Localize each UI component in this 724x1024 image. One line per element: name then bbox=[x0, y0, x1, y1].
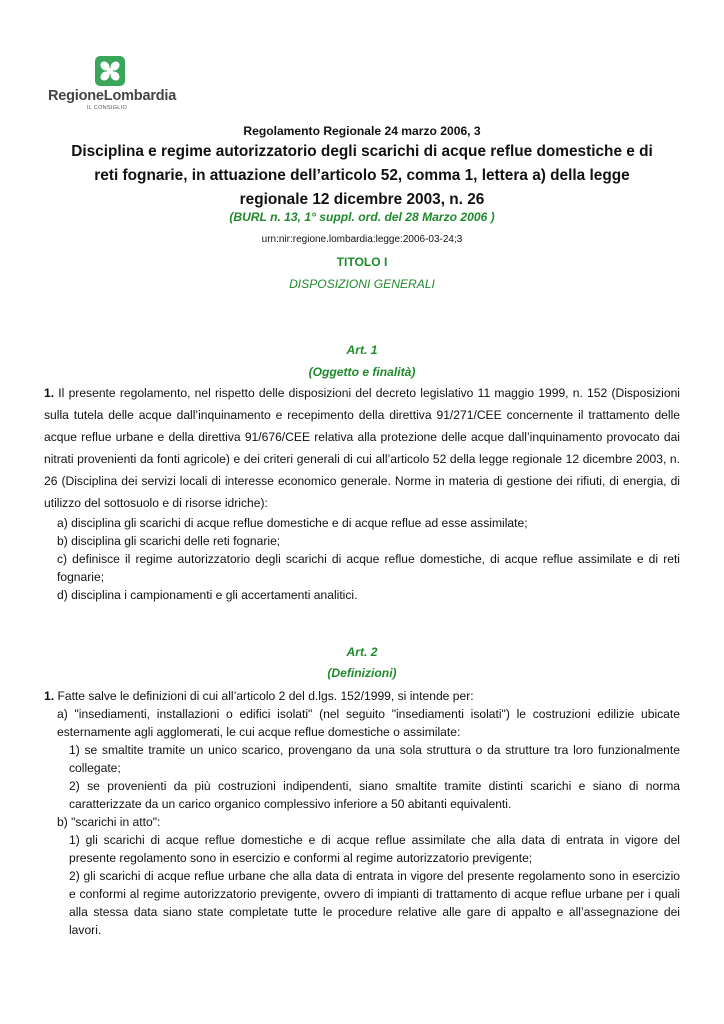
article-1-heading: Art. 1 bbox=[346, 343, 378, 357]
article-2-heading: Art. 2 bbox=[346, 645, 378, 659]
titolo-heading: TITOLO I bbox=[336, 255, 388, 269]
burl-reference: (BURL n. 13, 1° suppl. ord. del 28 Marzo 2006 ) bbox=[229, 210, 495, 224]
article-2-item-a: a) "insediamenti, installazioni o edifici isolati" (nel seguito "insediamenti isolati") le costruzioni edilizie ubicate esternamente agli agglomerati, le cui acque reflue domestiche o assimilate: bbox=[57, 707, 680, 739]
document-title: Disciplina e regime autorizzatorio degli scarichi di acque reflue domestiche e di reti fognarie, in attuazione dell’articolo 52, comma 1, lettera a) della legge regionale 12 dicembre 2003, n. 26 bbox=[71, 143, 653, 208]
paragraph-text: Il presente regolamento, nel rispetto delle disposizioni del decreto legislativo 11 maggio 1999, n. 152 (Disposizioni sulla tutela delle acque dall’inquinamento e recepimento della direttiva 91/271/CEE concernente il trattamento delle acque reflue urbane e della direttiva 91/676/CEE relativa alla protezione delle acque dall’inquinamento provocato dai nitrati provenienti da fonti agricole) e dei criteri generali di cui all’articolo 52 della legge regionale 12 dicembre 2003, n. 26 (Disciplina dei servizi locali di interesse economico generale. Norme in materia di gestione dei rifiuti, di energia, di utilizzo del sottosuolo e di risorse idriche): bbox=[44, 386, 680, 510]
article-2-item-a1: 1) se smaltite tramite un unico scarico, provengano da una sola struttura o da strutture tra loro funzionalmente collegate; bbox=[69, 743, 680, 775]
paragraph-number: 1. bbox=[44, 386, 55, 400]
logo-name: RegioneLombardia bbox=[48, 88, 177, 104]
logo-subtitle: IL CONSIGLIO bbox=[87, 105, 128, 111]
article-1-item-d: d) disciplina i campionamenti e gli accertamenti analitici. bbox=[57, 588, 358, 602]
article-2-item-b2: 2) gli scarichi di acque reflue urbane che alla data di entrata in vigore del presente regolamento sono in esercizio e conformi al regime autorizzatorio previgente, ovvero di impianti di trattamento di acque reflue urbane per i quali alla stessa data siano state completate tutte le procedure relative alle gare di appalto e all’assegnazione dei lavori. bbox=[69, 869, 680, 937]
article-1-item-c: c) definisce il regime autorizzatorio degli scarichi di acque reflue domestiche, di acque reflue assimilate e di reti fognarie; bbox=[57, 552, 680, 584]
regulation-reference: Regolamento Regionale 24 marzo 2006, 3 bbox=[243, 124, 481, 138]
article-2-item-b1: 1) gli scarichi di acque reflue domestiche e di acque reflue assimilate che alla data di entrata in vigore del presente regolamento sono in esercizio e conformi al regime autorizzatorio previgente; bbox=[69, 833, 680, 865]
regione-lombardia-logo bbox=[48, 54, 188, 114]
logo-cross-icon bbox=[95, 56, 125, 86]
paragraph-number: 1. bbox=[44, 689, 55, 703]
article-1-paragraph bbox=[44, 382, 680, 514]
urn-identifier: urn:nir:regione.lombardia:legge:2006-03-24;3 bbox=[261, 234, 463, 245]
article-1-item-a: a) disciplina gli scarichi di acque reflue domestiche e di acque reflue ad esse assimilate; bbox=[57, 516, 528, 530]
article-2-subheading: (Definizioni) bbox=[327, 666, 397, 680]
paragraph-text: Fatte salve le definizioni di cui all’articolo 2 del d.lgs. 152/1999, si intende per: bbox=[54, 689, 474, 703]
titolo-subheading: DISPOSIZIONI GENERALI bbox=[289, 277, 435, 291]
article-1-item-b: b) disciplina gli scarichi delle reti fognarie; bbox=[57, 534, 281, 548]
article-1-subheading: (Oggetto e finalità) bbox=[308, 365, 416, 379]
article-2-item-b: b) "scarichi in atto": bbox=[57, 815, 161, 829]
article-2-item-a2: 2) se provenienti da più costruzioni indipendenti, siano smaltite tramite distinti scarichi e siano di norma caratterizzate da un carico organico complessivo inferiore a 50 abitanti equivalenti. bbox=[69, 779, 680, 811]
article-2-paragraph bbox=[44, 687, 680, 705]
